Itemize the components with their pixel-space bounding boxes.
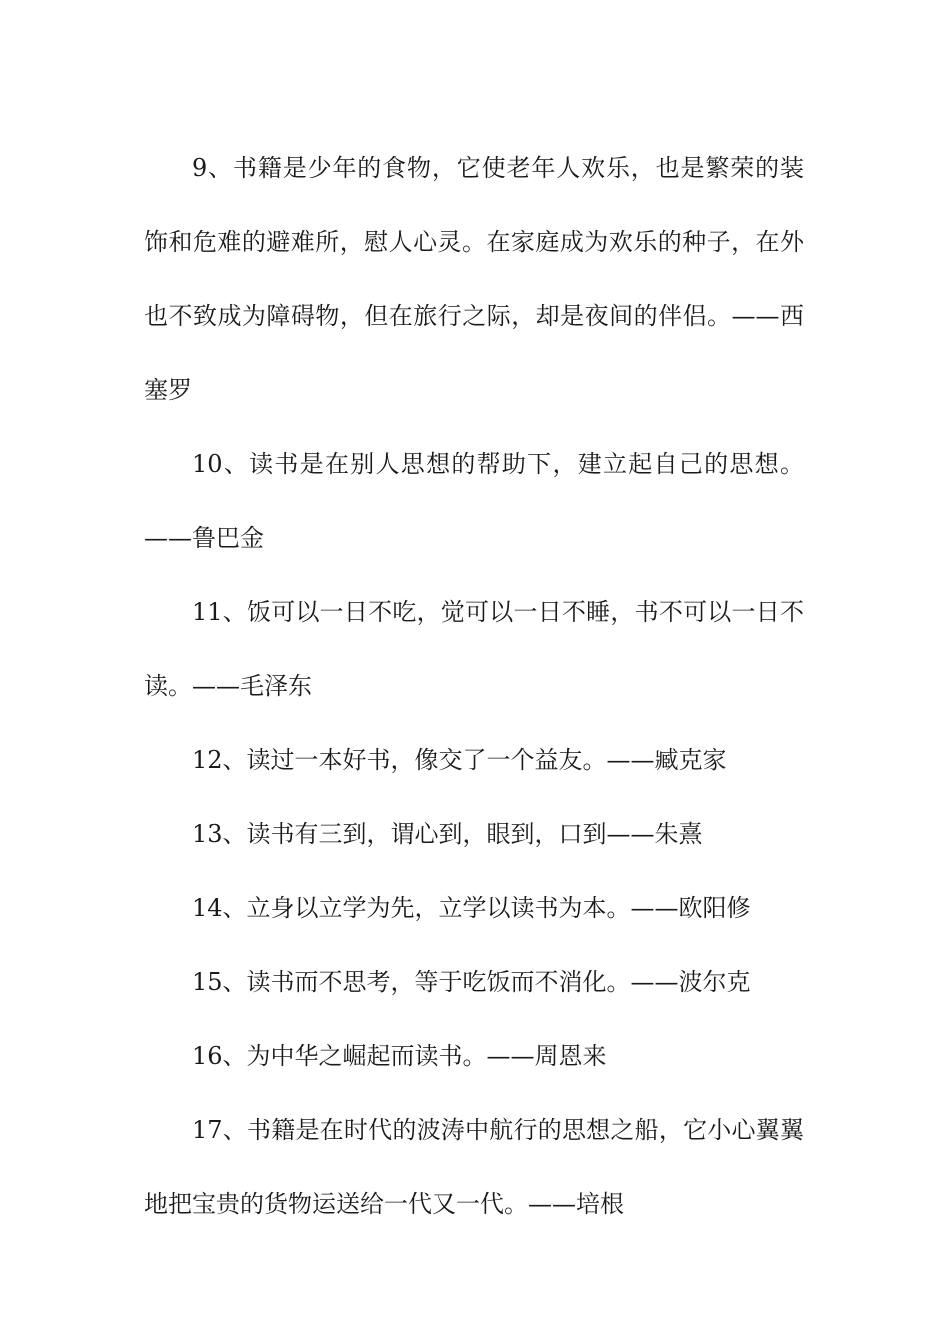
quote-11: 11、饭可以一日不吃，觉可以一日不睡，书不可以一日不读。——毛泽东 xyxy=(144,598,804,700)
quote-10: 10、读书是在别人思想的帮助下，建立起自己的思想。——鲁巴金 xyxy=(144,450,804,552)
quote-16: 16、为中华之崛起而读书。——周恩来 xyxy=(192,1042,607,1070)
quote-13: 13、读书有三到，谓心到，眼到，口到——朱熹 xyxy=(192,820,703,848)
quote-14: 14、立身以立学为先，立学以读书为本。——欧阳修 xyxy=(192,894,751,922)
quote-17: 17、书籍是在时代的波涛中航行的思想之船，它小心翼翼地把宝贵的货物运送给一代又一代。——培根 xyxy=(144,1116,804,1218)
quote-9: 9、书籍是少年的食物，它使老年人欢乐，也是繁荣的装饰和危难的避难所，慰人心灵。在家庭成为欢乐的种子，在外也不致成为障碍物，但在旅行之际，却是夜间的伴侣。——西塞罗 xyxy=(144,154,804,404)
quote-15: 15、读书而不思考，等于吃饭而不消化。——波尔克 xyxy=(192,968,751,996)
quote-12: 12、读过一本好书，像交了一个益友。——臧克家 xyxy=(192,746,727,774)
